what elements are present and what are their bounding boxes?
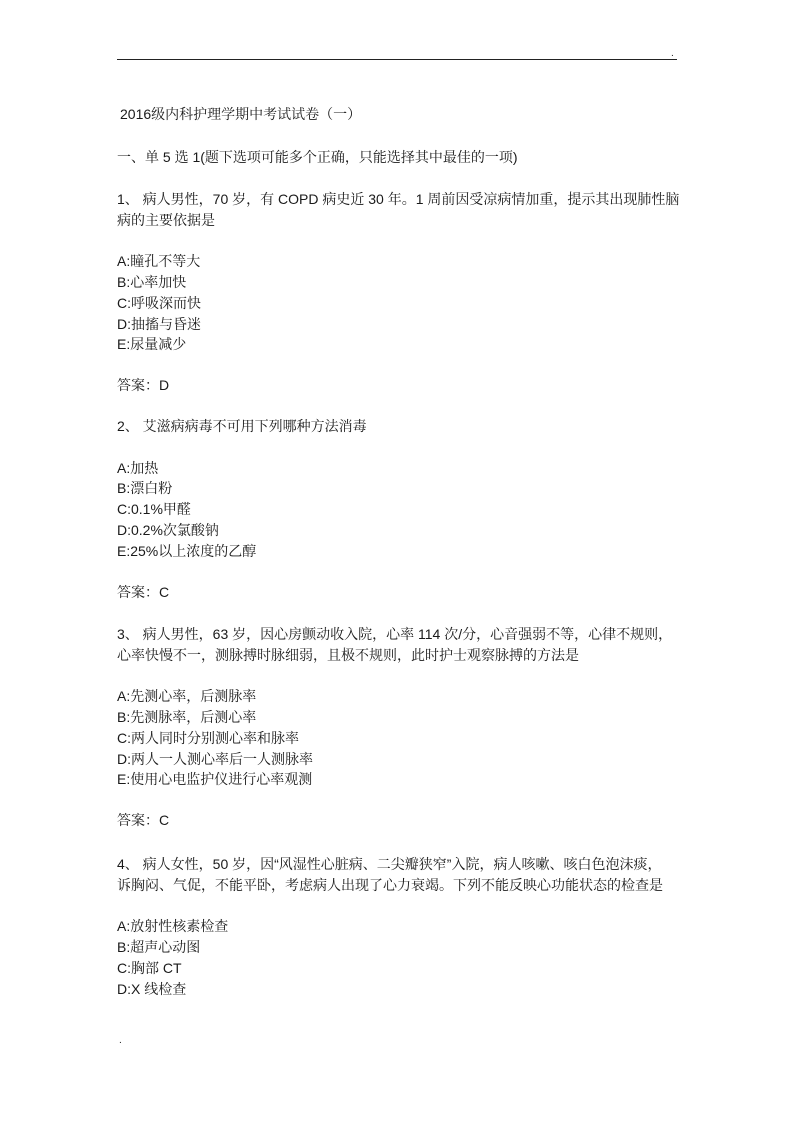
footer-mark: .	[119, 1035, 122, 1046]
answer-option: D:两人一人测心率后一人测脉率	[117, 750, 313, 767]
answer-option: D:X 线检查	[117, 980, 187, 997]
answer-option: B:先测脉率，后测心率	[117, 709, 257, 726]
question-text: 4、 病人女性，50 岁，因“风湿性心脏病、二尖瓣狭窄”入院，病人咳嗽、咳白色泡沫痰，	[117, 856, 662, 872]
answer-option: B:漂白粉	[117, 480, 173, 497]
question-text: 病的主要依据是	[117, 211, 215, 228]
question-text: 心率快慢不一，测脉搏时脉细弱，且极不规则，此时护士观察脉搏的方法是	[117, 646, 579, 663]
answer-option: D:抽搐与昏迷	[117, 315, 201, 332]
answer-option: A:先测心率，后测脉率	[117, 688, 257, 705]
document-title: 2016级内科护理学期中考试试卷（一）	[120, 106, 362, 122]
question-text: 1、 病人男性，70 岁，有 COPD 病史近 30 年。1 周前因受凉病情加重，提示其出现肺性脑	[117, 191, 680, 207]
header-mark: .	[671, 48, 674, 59]
answer-key: 答案：C	[117, 812, 170, 829]
header-rule	[117, 59, 677, 60]
answer-key: 答案：D	[117, 377, 170, 394]
answer-option: B:超声心动图	[117, 939, 201, 956]
section-heading: 一、单 5 选 1(题下选项可能多个正确，只能选择其中最佳的一项)	[117, 149, 518, 165]
answer-option: A:瞳孔不等大	[117, 253, 201, 270]
answer-option: B:心率加快	[117, 274, 187, 291]
answer-option: E:使用心电监护仪进行心率观测	[117, 771, 313, 788]
answer-option: E:尿量减少	[117, 336, 187, 353]
answer-option: C:两人同时分别测心率和脉率	[117, 729, 299, 746]
answer-option: C:0.1%甲醛	[117, 501, 191, 518]
answer-option: D:0.2%次氯酸钠	[117, 521, 219, 538]
answer-option: C:呼吸深而快	[117, 294, 201, 311]
answer-option: A:加热	[117, 459, 159, 476]
answer-option: C:胸部 CT	[117, 959, 182, 976]
question-text: 诉胸闷、气促，不能平卧，考虑病人出现了心力衰竭。下列不能反映心功能状态的检查是	[117, 876, 663, 893]
question-text: 2、 艾滋病病毒不可用下列哪种方法消毒	[117, 418, 367, 434]
answer-key: 答案：C	[117, 583, 170, 600]
question-text: 3、 病人男性，63 岁，因心房颤动收入院，心率 114 次/分，心音强弱不等，心律不规则，	[117, 626, 673, 642]
answer-option: E:25%以上浓度的乙醇	[117, 542, 257, 559]
answer-option: A:放射性核素检查	[117, 918, 229, 935]
